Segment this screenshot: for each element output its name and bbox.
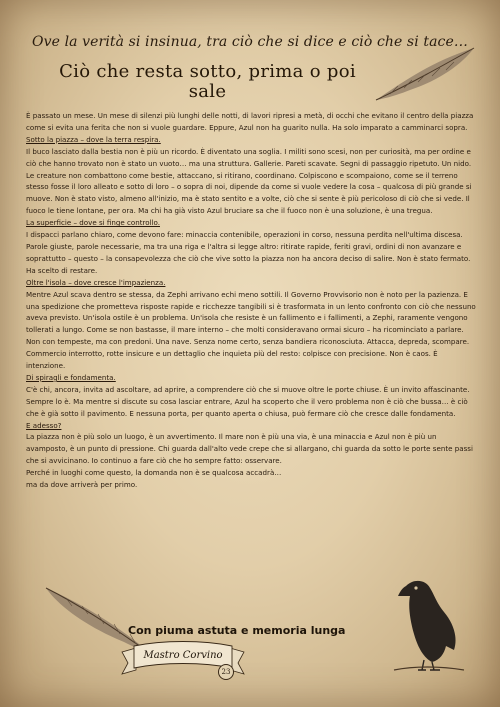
paragraph: Mentre Azul scava dentro se stessa, da Zephi arrivano echi meno sottili. Il Governo Provvisorio non è noto per la pazienza. E una spedizione che prometteva risposte rapide e ricchezze tangibili si è trasformata in un lento confronto con ciò che nessuno aveva previsto. Un'isola ostile è un problema. Un'isola che resiste è un fallimento e i fallimenti, a Zephi, raramente vengono tollerati a lungo. Come se non bastasse, il mare interno – che molti consideravano ormai sicuro – ha ricominciato a parlare. Non con tempeste, ma con predoni. Una nave. Senza nome certo, senza bandiera riconosciuta. Attacca, depreda, scompare. Commercio interrotto, rotte insicure e un dettaglio che inquieta più del resto: colpisce con precisione. Non è caos. È intenzione. bbox=[26, 289, 476, 371]
title-line-2: sale bbox=[188, 81, 227, 102]
quill-icon bbox=[370, 44, 480, 104]
section-heading: Oltre l'isola – dove cresce l'impazienza. bbox=[26, 277, 166, 287]
paragraph: C'è chi, ancora, invita ad ascoltare, ad aprire, a comprendere ciò che si muove oltre le porte chiuse. È un invito affascinante. Sempre lo è. Ma mentre si discute su cosa lasciar entrare, Azul ha scoperto che il vero problema non è ciò che bussa… è ciò che è già sotto il pavimento. E nessuna porta, per quanto aperta o chiusa, può fermare ciò che cresce dalle fondamenta. bbox=[26, 384, 470, 418]
section-heading: La superficie – dove si finge controllo. bbox=[26, 218, 160, 228]
section-heading: E adesso? bbox=[26, 420, 62, 430]
paragraph: Perché in luoghi come questo, la domanda non è se qualcosa accadrà… bbox=[26, 468, 282, 478]
page-badge: 23 bbox=[218, 664, 234, 680]
section-heading: Sotto la piazza – dove la terra respira. bbox=[26, 134, 161, 144]
title-line-1: Ciò che resta sotto, prima o poi bbox=[59, 61, 356, 82]
paragraph: ma da dove arriverà per primo. bbox=[26, 480, 138, 490]
crow-icon bbox=[384, 572, 468, 672]
paragraph: La piazza non è più solo un luogo, è un avvertimento. Il mare non è più una via, è una minaccia e Azul non è più un avamposto, è un punto di pressione. Chi guarda dall'alto vede crepe che si allargano, chi guarda da sotto le porte sente passi che si avvicinano. Io continuo a fare ciò che ho sempre fatto: osservare. bbox=[26, 432, 473, 466]
article-title bbox=[30, 62, 385, 102]
article-body bbox=[26, 110, 476, 491]
paragraph: Il buco lasciato dalla bestia non è più un ricordo. È diventato una soglia. I militi sono scesi, non per curiosità, ma per ordine e ciò che hanno trovato non è stato un vuoto… ma una struttura. Gallerie. Pareti scavate. Segni di passaggio ripetuto. Un nido. Le creature non combattono come bestie, attaccano, si ritirano, coordinano. Colpiscono e scompaiono, come se il terreno stesso fosse il loro alleato e sotto di loro – o sopra di noi, dipende da come si vuole vedere la cosa – qualcosa di più grande si muove. Non è stato visto, almeno all'inizio, ma è stato sentito e a volte, ciò che si sente è più pericoloso di ciò che si vede. Il fuoco le tiene lontane, per ora. Ma chi ha già visto Azul bruciare sa che il fuoco non è una soluzione, è una tregua. bbox=[26, 146, 472, 216]
headline: Ove la verità si insinua, tra ciò che si dice e ciò che si tace… bbox=[32, 34, 468, 50]
signature: Con piuma astuta e memoria lunga bbox=[128, 624, 346, 637]
ribbon-name: Mastro Corvino bbox=[143, 650, 223, 661]
section-heading: Di spiragli e fondamenta. bbox=[26, 372, 116, 382]
paragraph: I dispacci parlano chiaro, come devono fare: minaccia contenibile, operazioni in corso, nessuna perdita nell'ultima discesa. Parole giuste, parole necessarie, ma tra una riga e l'altra si legge altro: ritirate rapide, feriti gravi, ordini di non avanzare e soprattutto – questo – la consapevolezza che ciò che vive sotto la piazza non ha ancora deciso di salire. Non è stato fermato. Ha scelto di restare. bbox=[26, 230, 471, 275]
paragraph: È passato un mese. Un mese di silenzi più lunghi delle notti, di lavori ripresi a metà, di occhi che evitano il centro della piazza come si evita una ferita che non si vuole guardare. Eppure, Azul non ha guarito nulla. Ha solo imparato a camminarci sopra. bbox=[26, 111, 474, 132]
